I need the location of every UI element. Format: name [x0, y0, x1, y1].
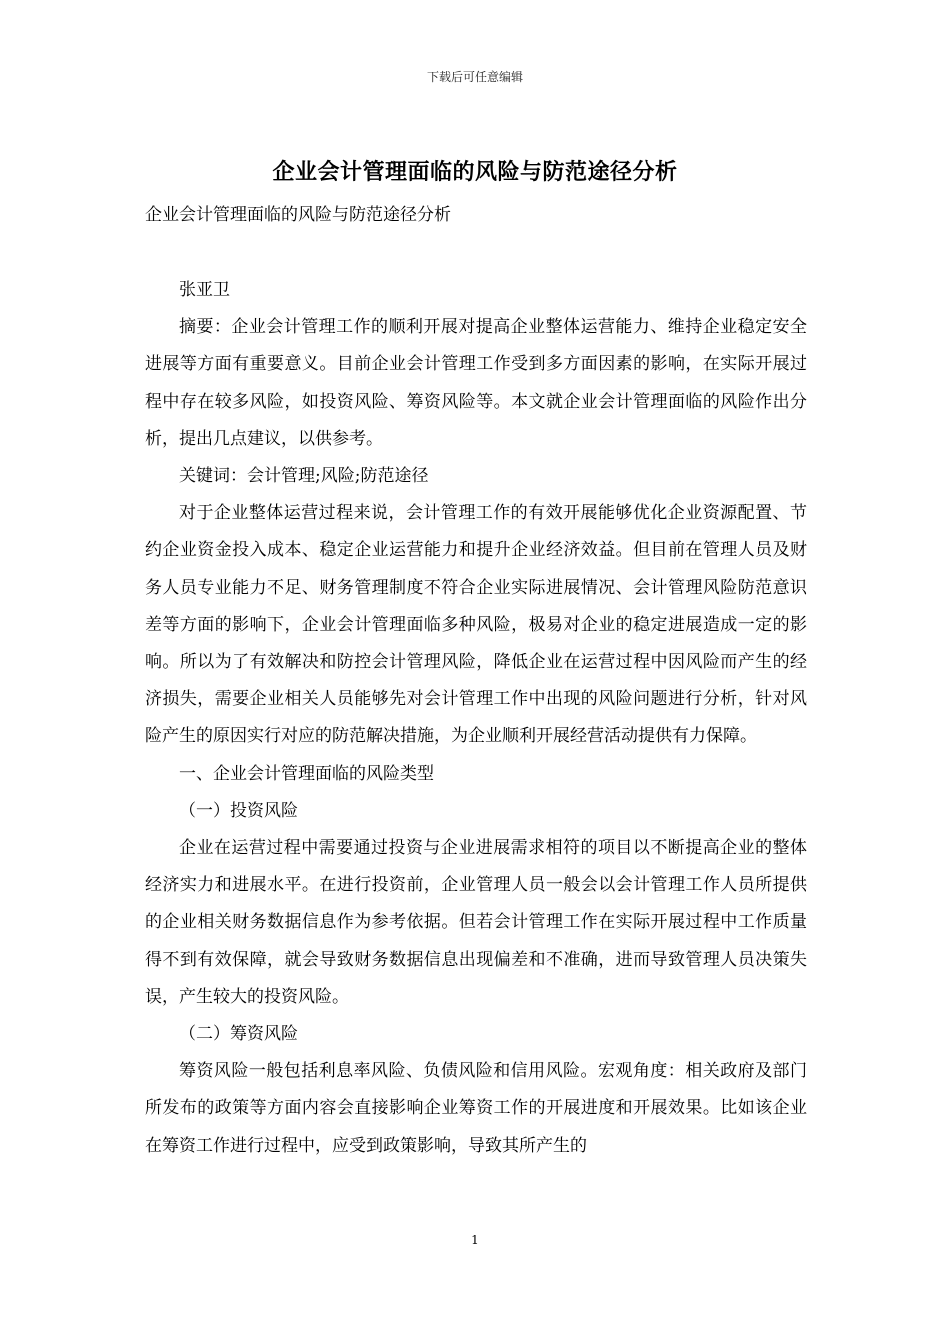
keywords-line: 关键词：会计管理;风险;防范途径 [179, 466, 429, 487]
document-subtitle: 企业会计管理面临的风险与防范途径分析 [145, 205, 451, 225]
subsection-heading-investment: （一）投资风险 [179, 800, 298, 821]
page-number: 1 [471, 1233, 479, 1247]
intro-paragraph: 对于企业整体运营过程来说，会计管理工作的有效开展能够优化企业资源配置、节约企业资金投入成本、稳定企业运营能力和提升企业经济效益。但目前在管理人员及财务人员专业能力不足、财务管理制度不符合企业实际进展情况、会计管理风险防范意识差等方面的影响下，企业会计管理面临多种风险，极易对企业的稳定进展造成一定的影响。所以为了有效解决和防控会计管理风险，降低企业在运营过程中因风险而产生的经济损失，需要企业相关人员能够先对会计管理工作中出现的风险问题进行分析，针对风险产生的原因实行对应的防范解决措施，为企业顺利开展经营活动提供有力保障。 [145, 503, 807, 747]
investment-risk-paragraph: 企业在运营过程中需要通过投资与企业进展需求相符的项目以不断提高企业的整体经济实力和进展水平。在进行投资前，企业管理人员一般会以会计管理工作人员所提供的企业相关财务数据信息作为参考依据。但若会计管理工作在实际开展过程中工作质量得不到有效保障，就会导致财务数据信息出现偏差和不准确，进而导致管理人员决策失误，产生较大的投资风险。 [145, 838, 807, 1007]
author-name: 张亚卫 [179, 280, 230, 300]
page-header-note: 下载后可任意编辑 [426, 70, 523, 84]
section-heading: 一、企业会计管理面临的风险类型 [179, 763, 434, 784]
document-title: 企业会计管理面临的风险与防范途径分析 [272, 159, 678, 185]
document-body [145, 272, 807, 1165]
abstract-paragraph: 摘要：企业会计管理工作的顺利开展对提高企业整体运营能力、维持企业稳定安全进展等方面有重要意义。目前企业会计管理工作受到多方面因素的影响，在实际开展过程中存在较多风险，如投资风险、筹资风险等。本文就企业会计管理面临的风险作出分析，提出几点建议，以供参考。 [145, 317, 807, 449]
subsection-heading-financing: （二）筹资风险 [179, 1024, 298, 1045]
financing-risk-paragraph: 筹资风险一般包括利息率风险、负债风险和信用风险。宏观角度：相关政府及部门所发布的政策等方面内容会直接影响企业筹资工作的开展进度和开展效果。比如该企业在筹资工作进行过程中，应受到政策影响，导致其所产生的 [145, 1061, 807, 1156]
